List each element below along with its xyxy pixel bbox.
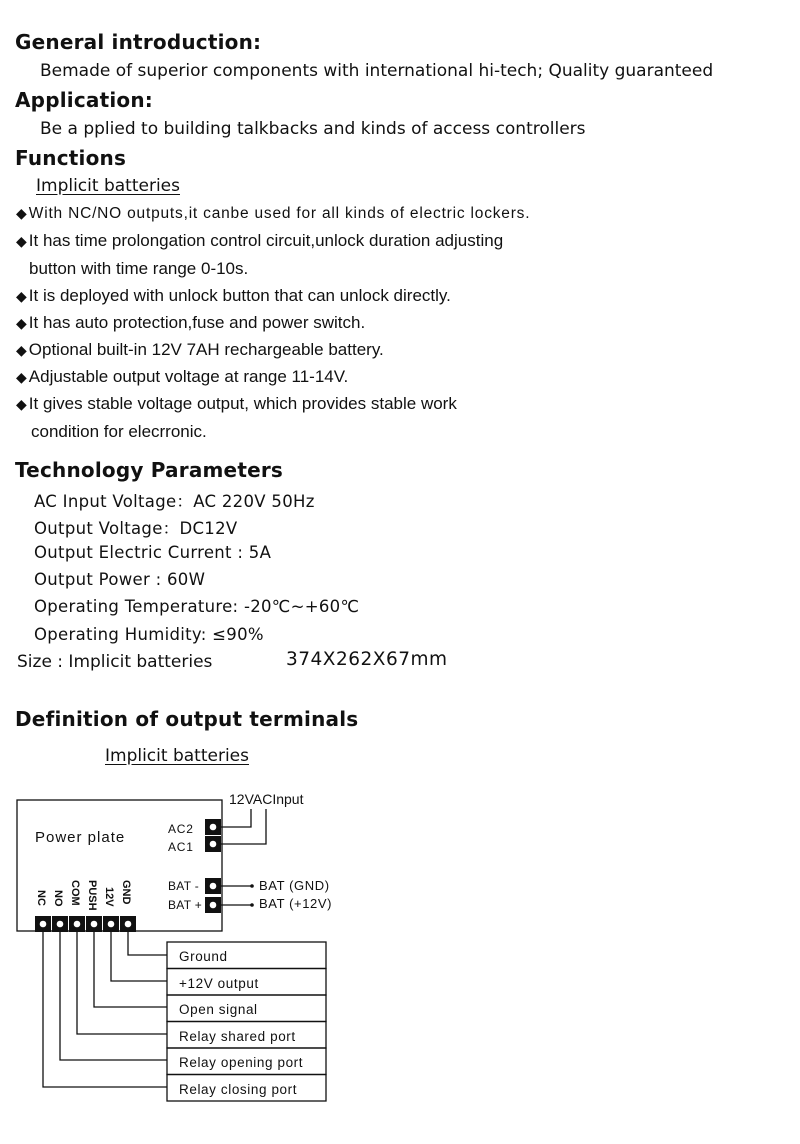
terminals-heading: Definition of output terminals (15, 707, 359, 731)
tech-param: Operating Temperature: -20℃~+60℃ (34, 597, 360, 616)
diamond-bullet-icon: ◆ (16, 233, 27, 249)
functions-subheading: Implicit batteries (36, 176, 180, 196)
diamond-bullet-icon: ◆ (16, 396, 27, 412)
desc-label: +12V output (179, 976, 259, 991)
no-terminal-icon (52, 916, 68, 932)
push-pin-label: PUSH (86, 880, 98, 911)
function-item-text: With NC/NO outputs,it canbe used for all kinds of electric lockers. (28, 205, 531, 222)
ac1-label: AC1 (168, 840, 194, 854)
tech-param: Output Voltage：DC12V (34, 519, 238, 538)
function-item-text: Adjustable output voltage at range 11-14V. (28, 367, 349, 386)
function-item-text: It has time prolongation control circuit,unlock duration adjusting (28, 231, 504, 250)
bat-minus-label: BAT - (168, 879, 200, 893)
function-item-text: It is deployed with unlock button that can unlock directly. (28, 286, 451, 305)
ac2-terminal-icon (205, 819, 221, 835)
bat-plus-label: BAT + (168, 898, 203, 912)
desc-label: Relay shared port (179, 1029, 296, 1044)
size-label: Size : Implicit batteries (17, 652, 213, 672)
function-item-text: It gives stable voltage output, which provides stable work (28, 394, 457, 413)
ac2-wire (221, 809, 251, 827)
function-item-continuation: button with time range 0-10s. (29, 259, 249, 278)
bat-plus-wire-end (250, 903, 254, 907)
gnd-terminal-icon (120, 916, 136, 932)
bat-12v-output-label: BAT (+12V) (259, 896, 333, 911)
bat-minus-terminal-icon (205, 878, 221, 894)
diamond-bullet-icon: ◆ (16, 369, 27, 385)
diamond-bullet-icon: ◆ (16, 342, 27, 358)
function-item-text: It has auto protection,fuse and power switch. (28, 313, 366, 332)
bat-plus-terminal-icon (205, 897, 221, 913)
ac2-label: AC2 (168, 822, 194, 836)
ac-input-label: 12VACInput (229, 791, 304, 807)
nc-terminal-icon (35, 916, 51, 932)
terminals-subheading: Implicit batteries (105, 746, 249, 766)
diamond-bullet-icon: ◆ (16, 205, 27, 221)
tech-param: Operating Humidity: ≤90% (34, 625, 264, 644)
bat-gnd-output-label: BAT (GND) (259, 878, 330, 893)
push-terminal-icon (86, 916, 102, 932)
gnd-pin-label: GND (120, 880, 132, 905)
com-terminal-icon (69, 916, 85, 932)
function-item-continuation: condition for elecrronic. (31, 422, 207, 441)
diamond-bullet-icon: ◆ (16, 288, 27, 304)
board-label: Power plate (35, 829, 126, 846)
push-lead (94, 932, 167, 1007)
technology-heading: Technology Parameters (15, 458, 284, 482)
application-text: Be a pplied to building talkbacks and kinds of access controllers (40, 119, 586, 139)
tech-param: AC Input Voltage：AC 220V 50Hz (34, 492, 315, 511)
no-lead (60, 932, 167, 1060)
general-heading: General introduction: (15, 30, 262, 54)
application-heading: Application: (15, 88, 153, 112)
com-pin-label: COM (69, 880, 81, 906)
function-item-text: Optional built-in 12V 7AH rechargeable battery. (28, 340, 384, 359)
desc-label: Relay opening port (179, 1055, 304, 1070)
gnd-lead (128, 932, 167, 955)
12v-terminal-icon (103, 916, 119, 932)
desc-label: Ground (179, 949, 228, 964)
12v-pin-label: 12V (103, 887, 115, 907)
tech-param: Output Electric Current : 5A (34, 543, 272, 562)
ac1-terminal-icon (205, 836, 221, 852)
12v-lead (111, 932, 167, 981)
nc-pin-label: NC (35, 890, 47, 906)
diamond-bullet-icon: ◆ (16, 315, 27, 331)
functions-heading: Functions (15, 146, 127, 170)
desc-label: Relay closing port (179, 1082, 298, 1097)
com-lead (77, 932, 167, 1034)
size-value: 374X262X67mm (286, 649, 448, 670)
no-pin-label: NO (52, 890, 64, 907)
desc-label: Open signal (179, 1002, 258, 1017)
tech-param: Output Power : 60W (34, 570, 206, 589)
bat-minus-wire-end (250, 884, 254, 888)
general-text: Bemade of superior components with international hi-tech; Quality guaranteed (40, 61, 714, 81)
